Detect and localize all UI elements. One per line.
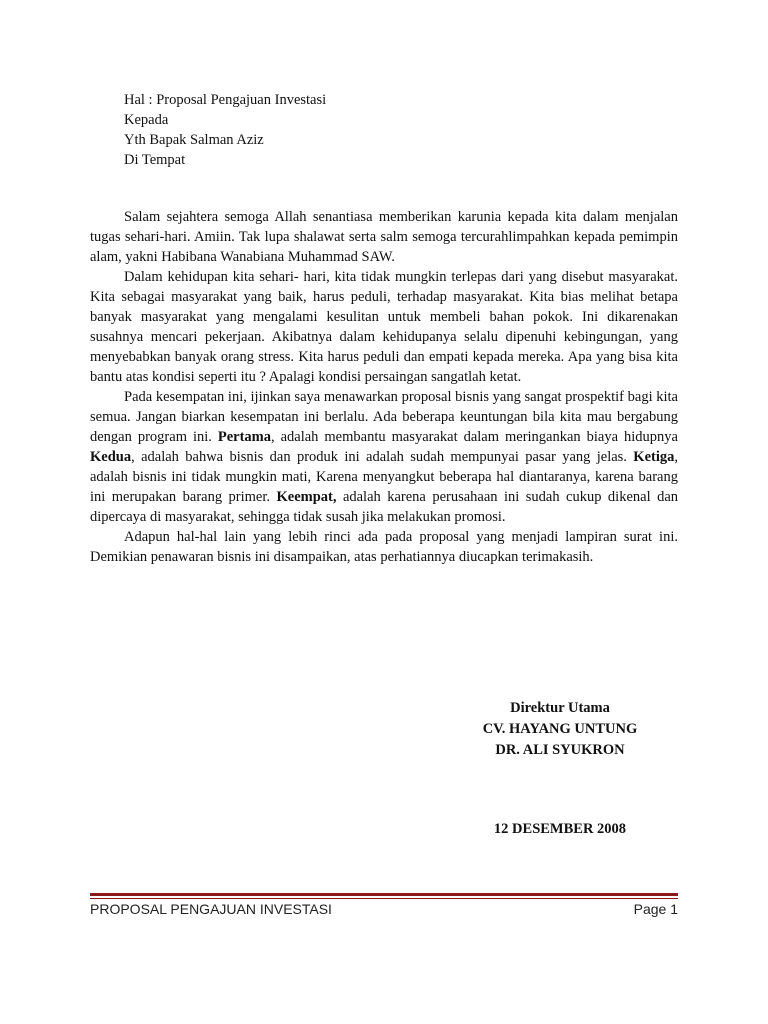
signatory-name: DR. ALI SYUKRON — [495, 742, 625, 758]
paragraph-offer — [90, 387, 678, 527]
paragraph-closing: Adapun hal-hal lain yang lebih rinci ada pada proposal yang menjadi lampiran surat ini. Demikian penawaran bisnis ini disampaikan, atas perhatiannya diucapkan terimakasih. — [90, 529, 678, 565]
footer-rule-thick — [90, 893, 678, 896]
addressee-label: Kepada — [124, 112, 169, 128]
subject-line: Hal : Proposal Pengajuan Investasi — [124, 92, 327, 108]
keyword-kedua: Kedua — [90, 449, 132, 465]
offer-point-4: adalah karena perusahaan ini sudah cukup dikenal dan dipercaya di masyarakat, sehingga tidak susah jika melakukan promosi. — [90, 489, 679, 525]
paragraph-greeting: Salam sejahtera semoga Allah senantiasa memberikan karunia kepada kita dalam menjalan tugas sehari-hari. Amiin. Tak lupa shalawat serta salm semoga tercurahlimpahkan kepada pemimpin alam, yakni Habibana Wanabiana Muhammad SAW. — [90, 209, 678, 265]
offer-point-2: , adalah bahwa bisnis dan produk ini adalah sudah mempunyai pasar yang jelas. — [131, 449, 634, 465]
signatory-title: Direktur Utama — [510, 700, 610, 716]
keyword-ketiga: Ketiga — [633, 449, 675, 465]
offer-intro: Pada kesempatan ini, ijinkan saya menawarkan proposal bisnis yang sangat prospektif bagi kita semua. Jangan biarkan kesempatan ini berlalu. Ada beberapa keuntungan bila kita mau bergabung dengan program ini. — [90, 389, 678, 445]
recipient-place: Di Tempat — [124, 152, 186, 168]
letter-date: 12 DESEMBER 2008 — [493, 821, 627, 837]
keyword-pertama: Pertama — [217, 429, 271, 445]
footer-title: PROPOSAL PENGAJUAN INVESTASI — [90, 901, 332, 917]
letter-body — [90, 207, 678, 567]
paragraph-context: Dalam kehidupan kita sehari- hari, kita tidak mungkin terlepas dari yang disebut masyarakat. Kita sebagai masyarakat yang baik, harus peduli, terhadap masyarakat. Kita bias melihat betapa banyak masyarakat yang mengalami kesulitan untuk membeli bahan pokok. Ini dikarenakan susahnya mencari pekerjaan. Akibatnya dalam kehidupanya selalu dipenuhi kebingungan, yang menyebabkan banyak orang stress. Kita harus peduli dan empati kepada mereka. Apa yang bisa kita bantu atas kondisi seperti itu ? Apalagi kondisi persaingan sangatlah ketat. — [90, 269, 678, 385]
offer-point-1: , adalah membantu masyarakat dalam meringankan biaya hidupnya — [271, 429, 678, 445]
recipient-name: Yth Bapak Salman Aziz — [124, 132, 264, 148]
page-number: Page 1 — [633, 901, 678, 917]
keyword-keempat: Keempat, — [276, 489, 337, 505]
signature-block — [460, 698, 660, 761]
footer-rule-thin — [90, 898, 678, 899]
letter-header — [124, 90, 326, 170]
offer-point-3: , adalah bisnis ini tidak mungkin mati, Karena menyangkut beberapa hal diantaranya, karena barang ini merupakan barang primer. — [90, 449, 678, 505]
company-name: CV. HAYANG UNTUNG — [482, 721, 638, 737]
